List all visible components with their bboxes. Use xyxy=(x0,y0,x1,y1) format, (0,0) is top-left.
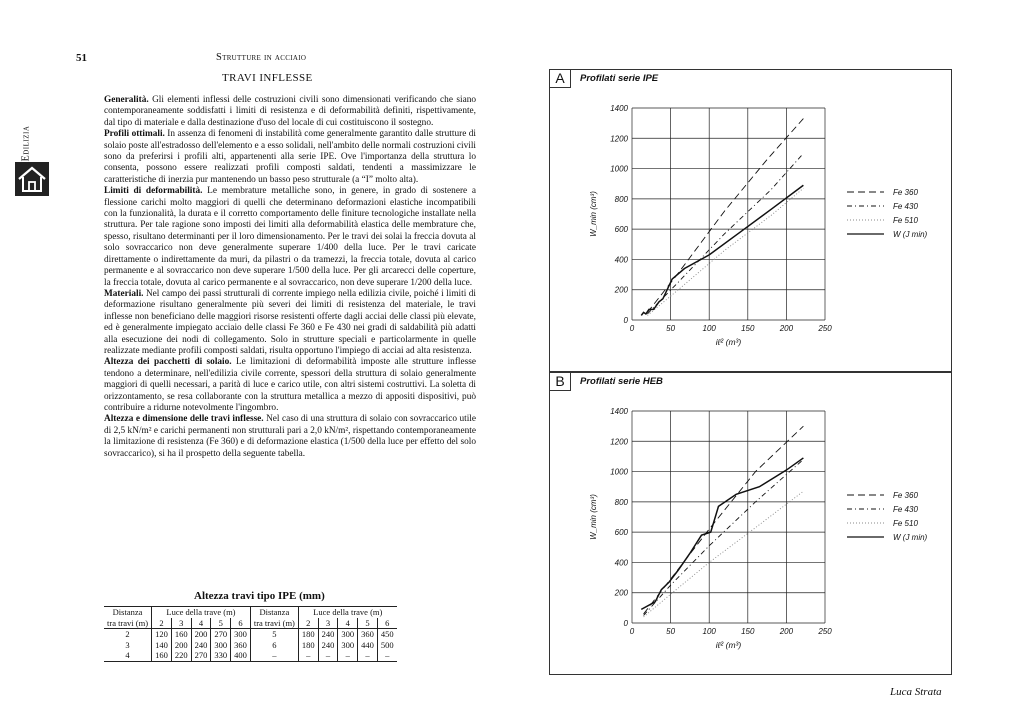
paragraph-text: Gli elementi inflessi delle costruzioni civili sono dimensionati verificando che siano contemporaneamente soddisfatti i limiti di resistenza e di deformabilità definiti, rispettivamente, dal tipo di materiale e dalla destinazione d'uso del locale di cui costituiscono il sostegno. xyxy=(104,95,476,128)
span-header: 5 xyxy=(358,618,378,629)
y-tick-label: 600 xyxy=(614,528,628,538)
paragraph-lead: Altezza e dimensione delle travi inflesse. xyxy=(104,414,264,425)
table-cell: 270 xyxy=(191,650,211,661)
table-cell: 160 xyxy=(152,650,172,661)
span-header: 4 xyxy=(338,618,358,629)
table-cell: 360 xyxy=(358,629,378,640)
y-tick-label: 0 xyxy=(623,316,628,325)
legend-label: Fe 430 xyxy=(893,202,918,211)
series-line xyxy=(644,491,804,617)
y-tick-label: 400 xyxy=(614,255,628,265)
y-tick-label: 800 xyxy=(614,497,628,507)
table-cell: 200 xyxy=(191,629,211,640)
table-cell: 300 xyxy=(231,629,251,640)
table-cell: 120 xyxy=(152,629,172,640)
paragraph xyxy=(104,186,476,289)
running-title: Strutture in acciaio xyxy=(216,52,307,63)
x-tick-label: 150 xyxy=(741,324,755,333)
table-cell: 240 xyxy=(318,629,338,640)
table-subheader: tra travi (m) xyxy=(107,617,149,628)
series-line xyxy=(641,458,803,609)
table-subheader: tra travi (m) xyxy=(250,618,298,629)
y-tick-label: 0 xyxy=(623,619,628,628)
x-tick-label: 100 xyxy=(702,627,716,636)
paragraph-text: Nel campo dei passi strutturali di corrente impiego nella edilizia civile, poiché i limiti di deformazione risultano generalmente più severi dei limiti di resistenza del materiale, le travi inflesse non beneficiano delle maggiori risorse resistenti offerte dagli acciai delle classi più elevate, ed è generalmente impiegato acciaio delle classi Fe 360 e Fe 430 nei gradi di saldabilità più adatti alla esecuzione dei nodi di collegamento. Solo in strutture speciali e particolarmente in quelle realizzate mediante profili composti saldati, risulta opportuno l'impiego di acciai ad alta resistenza. xyxy=(104,288,476,356)
chart-panel-b xyxy=(549,372,952,675)
paragraph xyxy=(104,414,476,460)
table-cell: 180 xyxy=(298,640,318,651)
x-tick-label: 0 xyxy=(629,627,635,636)
table-cell: 270 xyxy=(211,629,231,640)
table-cell: – xyxy=(250,650,298,661)
body-text xyxy=(104,95,476,460)
table-cell: 450 xyxy=(377,629,396,640)
x-tick-label: 100 xyxy=(702,324,716,333)
paragraph-lead: Materiali. xyxy=(104,288,144,299)
table-cell: 330 xyxy=(211,650,231,661)
paragraph xyxy=(104,289,476,357)
table-cell: – xyxy=(377,650,396,661)
page-number: 51 xyxy=(76,52,87,64)
chart-svg xyxy=(550,70,951,371)
paragraph-text: In assenza di fenomeni di instabilità come generalmente garantito dalle strutture di solaio poste all'estradosso dell'elemento e a esso solidali, nell'ambito delle normali costruzioni civili sono da preferirsi i profili alti, appartenenti alla serie IPE. Ove l'importanza della struttura lo consenta, possono essere realizzati profili composti saldati, tendenti a massimizzare le caratteristiche di inerzia pur mantenendo un basso peso strutturale (a “I” molto alta). xyxy=(104,129,476,185)
panel-letter: B xyxy=(550,373,571,391)
table-cell: – xyxy=(338,650,358,661)
table-cell: 300 xyxy=(211,640,231,651)
series-line xyxy=(641,185,803,315)
chart-panel-a xyxy=(549,69,952,372)
table-cell: 2 xyxy=(125,629,130,640)
table-cell: – xyxy=(298,650,318,661)
chart-svg xyxy=(550,373,951,674)
legend-label: Fe 430 xyxy=(893,505,918,514)
paragraph xyxy=(104,95,476,129)
y-tick-label: 200 xyxy=(614,588,628,598)
paragraph-lead: Altezza dei pacchetti di solaio. xyxy=(104,357,232,368)
paragraph xyxy=(104,357,476,414)
legend-label: W (J min) xyxy=(893,230,928,239)
table-cell: 180 xyxy=(298,629,318,640)
table-row xyxy=(104,629,397,640)
table-cell: 240 xyxy=(191,640,211,651)
x-tick-label: 250 xyxy=(818,324,832,333)
span-header: 2 xyxy=(298,618,318,629)
table-cell: – xyxy=(358,650,378,661)
panel-letter: A xyxy=(550,70,571,88)
author-signature: Luca Strata xyxy=(890,686,942,698)
table-cell: 440 xyxy=(358,640,378,651)
ipe-table xyxy=(104,606,397,662)
table-cell: 140 xyxy=(152,640,172,651)
table-row xyxy=(104,650,397,661)
span-header: 2 xyxy=(152,618,172,629)
table-cell: 160 xyxy=(171,629,191,640)
x-tick-label: 0 xyxy=(629,324,635,333)
table-cell: 240 xyxy=(318,640,338,651)
x-tick-label: 50 xyxy=(666,324,676,333)
side-tab-label: Edilizia xyxy=(20,125,32,162)
table-cell: 360 xyxy=(231,640,251,651)
span-header: 6 xyxy=(231,618,251,629)
table-row xyxy=(104,640,397,651)
chart-title: Profilati serie HEB xyxy=(580,376,663,387)
x-tick-label: 150 xyxy=(741,627,755,636)
table-cell: 6 xyxy=(250,640,298,651)
paragraph-lead: Generalità. xyxy=(104,95,149,105)
series-line xyxy=(644,426,804,614)
paragraph-lead: Limiti di deformabilità. xyxy=(104,186,203,197)
chart-title: Profilati serie IPE xyxy=(580,73,659,84)
table-title: Altezza travi tipo IPE (mm) xyxy=(194,590,325,602)
table-cell: 500 xyxy=(377,640,396,651)
house-icon xyxy=(15,162,49,196)
span-header: 3 xyxy=(171,618,191,629)
table-header: Distanza xyxy=(250,607,298,618)
x-axis-label: iℓ² (m³) xyxy=(715,337,742,347)
table-header: Luce della trave (m) xyxy=(152,607,251,618)
span-header: 5 xyxy=(211,618,231,629)
y-tick-label: 1200 xyxy=(610,437,628,447)
y-tick-label: 400 xyxy=(614,558,628,568)
y-tick-label: 1400 xyxy=(610,407,628,416)
y-tick-label: 1000 xyxy=(610,467,628,477)
legend-label: Fe 360 xyxy=(893,491,918,500)
legend-label: Fe 360 xyxy=(893,188,918,197)
table-cell: 400 xyxy=(231,650,251,661)
y-axis-label: W_min (cm³) xyxy=(589,191,598,237)
legend-label: W (J min) xyxy=(893,533,928,542)
x-axis-label: iℓ² (m³) xyxy=(715,640,742,650)
y-tick-label: 1400 xyxy=(610,104,628,113)
paragraph xyxy=(104,129,476,186)
table-cell: 200 xyxy=(171,640,191,651)
table-cell: 300 xyxy=(338,640,358,651)
series-line xyxy=(644,459,804,615)
paragraph-text: Nel caso di una struttura di solaio con sovraccarico utile di 2,5 kN/m² e carichi permanenti non strutturali pari a 2,0 kN/m², rispettando contemporaneamente la limitazione di resistenza (Fe 360) e di deformazione elastica (1/500 della luce per effetto del solo sovraccarico), si ha il prospetto della seguente tabella. xyxy=(104,414,476,459)
legend-label: Fe 510 xyxy=(893,519,918,528)
legend-label: Fe 510 xyxy=(893,216,918,225)
table-header: Luce della trave (m) xyxy=(298,607,396,618)
paragraph-text: Le membrature metalliche sono, in genere, in grado di sostenere a flessione carichi molto maggiori di quelli che determinano deformazioni elastiche incompatibili con la funzionalità, la durata e il corretto comportamento delle finiture tecnologiche installate nella struttura. Per tale ragione sono imposti dei limiti alla deformabilità elastica delle membrature che, spesso, risultano determinanti per il loro dimensionamento. Per le travi dei solai la freccia dovuta al solo sovraccarico non deve generalmente superare 1/400 della luce. Per le travi caricate direttamente o indirettamente da muri, da pilastri o da tramezzi, la freccia totale, dovuta al carico permanente e al sovraccarico non deve superare 1/500 della luce. Per gli arcarecci delle coperture, la freccia totale, dovuta al carico permanente e al sovraccarico, non deve superare 1/200 della luce. xyxy=(104,186,476,288)
x-tick-label: 200 xyxy=(779,627,794,636)
table-header: Distanza xyxy=(112,607,143,618)
y-tick-label: 1200 xyxy=(610,134,628,144)
table-cell: 220 xyxy=(171,650,191,661)
x-tick-label: 250 xyxy=(818,627,832,636)
paragraph-lead: Profili ottimali. xyxy=(104,129,165,140)
x-tick-label: 50 xyxy=(666,627,676,636)
table-cell: 5 xyxy=(250,629,298,640)
y-axis-label: W_min (cm³) xyxy=(589,494,598,540)
table-cell: – xyxy=(318,650,338,661)
span-header: 6 xyxy=(377,618,396,629)
table-cell: 3 xyxy=(125,639,130,650)
table-cell: 300 xyxy=(338,629,358,640)
span-header: 3 xyxy=(318,618,338,629)
table-cell: 4 xyxy=(125,650,130,661)
y-tick-label: 200 xyxy=(614,285,628,295)
span-header: 4 xyxy=(191,618,211,629)
paragraph-text: Le limitazioni di deformabilità imposte alle strutture inflesse tendono a determinare, nell'edilizia civile corrente, spessori della struttura di solaio generalmente maggiori di quelli necessari, a parità di luce e carico utile, con altri sistemi costruttivi. La soletta di orizzontamento, se resa collaborante con la struttura metallica a mezzo di appositi dispositivi, può contribuire a ridurne notevolmente l'ingombro. xyxy=(104,357,476,413)
y-tick-label: 1000 xyxy=(610,164,628,174)
section-title: TRAVI INFLESSE xyxy=(222,72,313,84)
y-tick-label: 800 xyxy=(614,194,628,204)
x-tick-label: 200 xyxy=(779,324,794,333)
y-tick-label: 600 xyxy=(614,225,628,235)
